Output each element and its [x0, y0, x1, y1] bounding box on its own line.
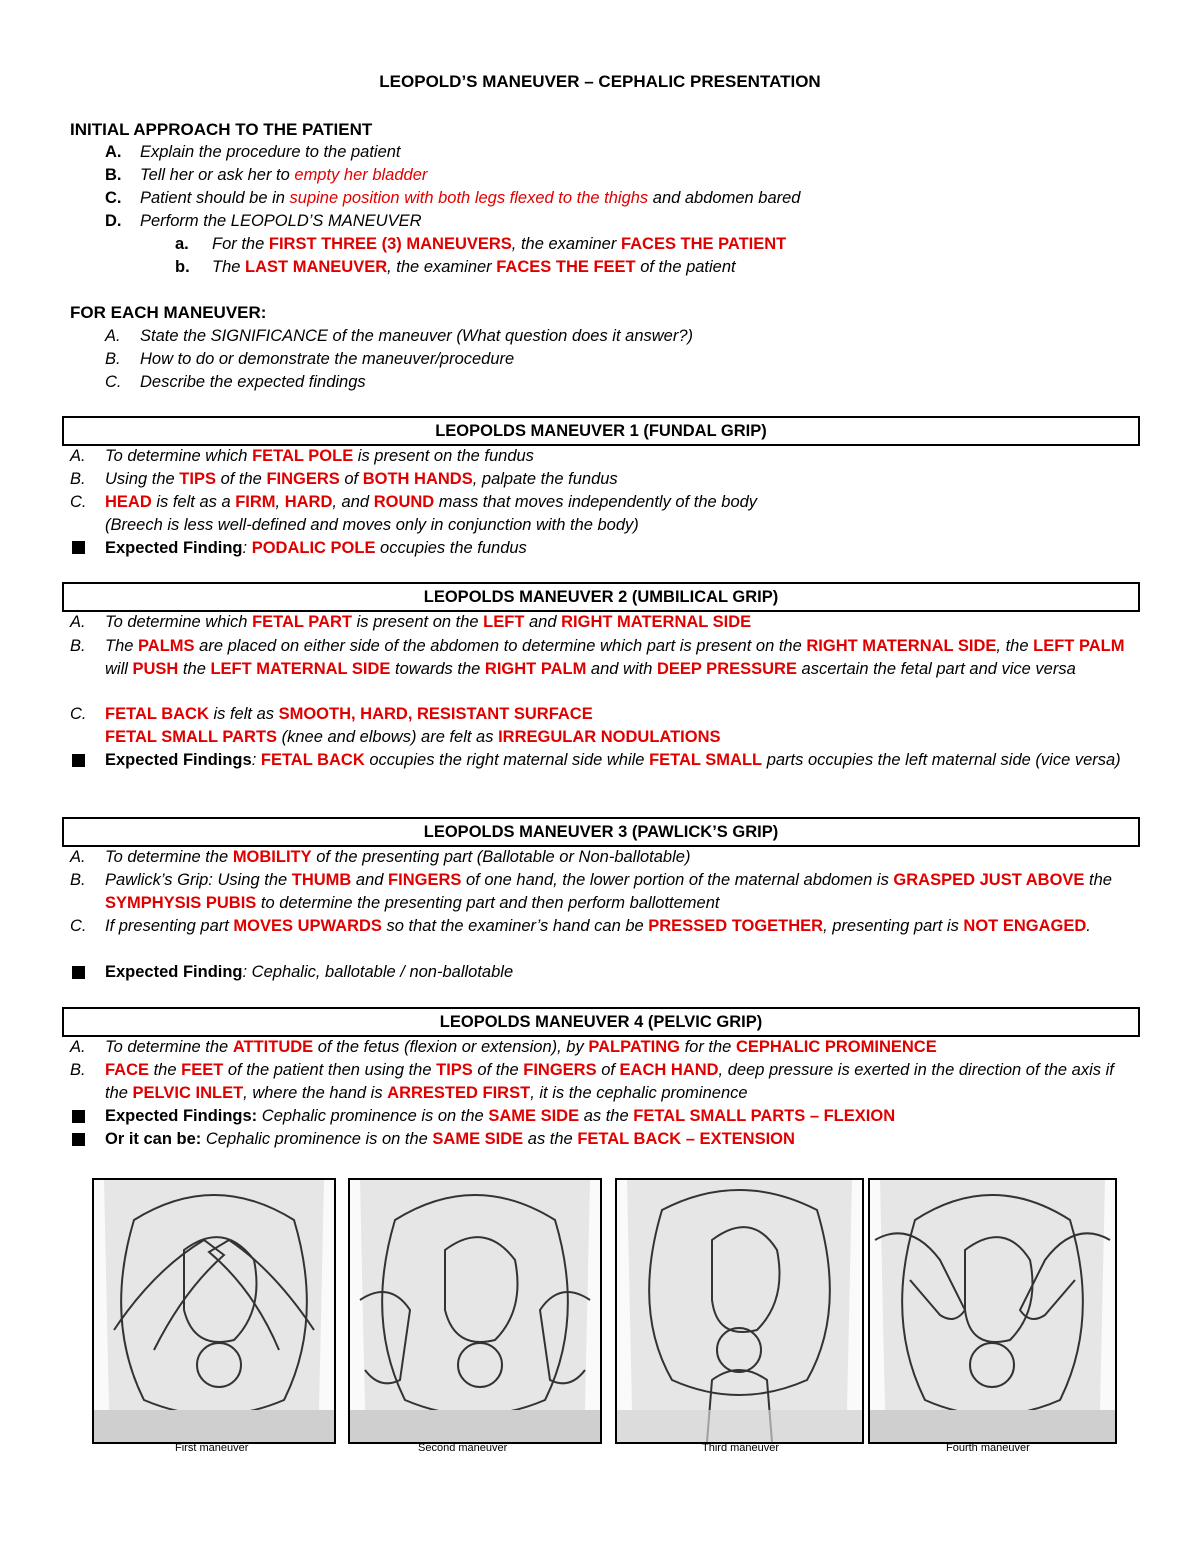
list-marker: A.	[70, 848, 86, 866]
m1-expected-finding: Expected Finding: PODALIC POLE occupies the fundus	[105, 539, 527, 557]
maneuver-2-heading: LEOPOLDS MANEUVER 2 (UMBILICAL GRIP)	[62, 582, 1140, 612]
initial-item-c: Patient should be in supine position with both legs flexed to the thighs and abdomen bared	[140, 189, 801, 207]
each-item-c: Describe the expected findings	[140, 373, 366, 391]
list-marker: B.	[70, 1061, 86, 1079]
square-bullet-icon	[72, 1133, 85, 1146]
list-marker: C.	[70, 705, 87, 723]
m4-item-a: To determine the ATTITUDE of the fetus (flexion or extension), by PALPATING for the CEPHALIC PROMINENCE	[105, 1038, 937, 1056]
m4-alternative-finding: Or it can be: Cephalic prominence is on the SAME SIDE as the FETAL BACK – EXTENSION	[105, 1130, 795, 1148]
initial-item-d: Perform the LEOPOLD’S MANEUVER	[140, 212, 422, 230]
list-marker: A.	[70, 613, 86, 631]
m4-item-b: FACE the FEET of the patient then using the TIPS of the FINGERS of EACH HAND, deep pressure is exerted in the direction of the axis if the PELVIC INLET, where the hand is ARRESTED FIRST, it is the cephalic prominence	[105, 1061, 1114, 1102]
list-marker: A.	[105, 327, 121, 345]
m2-item-b: The PALMS are placed on either side of the abdomen to determine which part is present on the RIGHT MATERNAL SIDE, the LEFT PALM will PUSH the LEFT MATERNAL SIDE towards the RIGHT PALM and with DEEP PRESSURE ascertain the fetal part and vice versa	[105, 637, 1125, 678]
list-marker: D.	[105, 212, 122, 230]
square-bullet-icon	[72, 541, 85, 554]
list-marker: B.	[70, 470, 86, 488]
m1-item-c: HEAD is felt as a FIRM, HARD, and ROUND mass that moves independently of the body	[105, 493, 758, 511]
list-marker: C.	[70, 917, 87, 935]
caption-first-maneuver: First maneuver	[175, 1442, 249, 1454]
list-marker: B.	[70, 637, 86, 655]
square-bullet-icon	[72, 966, 85, 979]
m2-expected-findings: Expected Findings: FETAL BACK occupies the right maternal side while FETAL SMALL parts occupies the left maternal side (vice versa)	[105, 751, 1121, 769]
list-marker: A.	[70, 1038, 86, 1056]
each-item-a: State the SIGNIFICANCE of the maneuver (What question does it answer?)	[140, 327, 693, 345]
square-bullet-icon	[72, 1110, 85, 1123]
list-marker: A.	[70, 447, 86, 465]
m3-item-a: To determine the MOBILITY of the presenting part (Ballotable or Non-ballotable)	[105, 848, 691, 866]
list-marker: A.	[105, 143, 122, 161]
m4-expected-findings: Expected Findings: Cephalic prominence is on the SAME SIDE as the FETAL SMALL PARTS – FLEXION	[105, 1107, 896, 1125]
maneuver-3-heading: LEOPOLDS MANEUVER 3 (PAWLICK’S GRIP)	[62, 817, 1140, 847]
each-heading: FOR EACH MANEUVER:	[70, 303, 267, 322]
m3-item-b: Pawlick’s Grip: Using the THUMB and FINGERS of one hand, the lower portion of the maternal abdomen is GRASPED JUST ABOVE the SYMPHYSIS PUBIS to determine the presenting part and then perform ballottement	[105, 871, 1112, 912]
m1-item-c-note: (Breech is less well-defined and moves only in conjunction with the body)	[105, 516, 639, 534]
list-marker: b.	[175, 258, 190, 276]
list-marker: B.	[70, 871, 86, 889]
initial-heading: INITIAL APPROACH TO THE PATIENT	[70, 120, 373, 139]
list-marker: B.	[105, 166, 122, 184]
figure-third-maneuver	[615, 1178, 864, 1444]
list-marker: C.	[70, 493, 87, 511]
figure-second-maneuver	[348, 1178, 602, 1444]
m1-item-a: To determine which FETAL POLE is present on the fundus	[105, 447, 534, 465]
m3-item-c: If presenting part MOVES UPWARDS so that the examiner’s hand can be PRESSED TOGETHER, presenting part is NOT ENGAGED.	[105, 917, 1091, 935]
m2-item-c-small-parts: FETAL SMALL PARTS (knee and elbows) are felt as IRREGULAR NODULATIONS	[105, 728, 721, 746]
m2-item-a: To determine which FETAL PART is present on the LEFT and RIGHT MATERNAL SIDE	[105, 613, 752, 631]
figure-fourth-maneuver	[868, 1178, 1117, 1444]
list-marker: C.	[105, 189, 122, 207]
caption-fourth-maneuver: Fourth maneuver	[946, 1442, 1030, 1454]
each-item-b: How to do or demonstrate the maneuver/procedure	[140, 350, 515, 368]
initial-item-b: Tell her or ask her to empty her bladder	[140, 166, 428, 184]
maneuver-4-heading: LEOPOLDS MANEUVER 4 (PELVIC GRIP)	[62, 1007, 1140, 1037]
m2-item-c: FETAL BACK is felt as SMOOTH, HARD, RESISTANT SURFACE	[105, 705, 593, 723]
figure-first-maneuver	[92, 1178, 336, 1444]
m1-item-b: Using the TIPS of the FINGERS of BOTH HANDS, palpate the fundus	[105, 470, 618, 488]
list-marker: B.	[105, 350, 121, 368]
caption-second-maneuver: Second maneuver	[418, 1442, 508, 1454]
list-marker: a.	[175, 235, 189, 253]
list-marker: C.	[105, 373, 122, 391]
maneuver-1-heading: LEOPOLDS MANEUVER 1 (FUNDAL GRIP)	[62, 416, 1140, 446]
square-bullet-icon	[72, 754, 85, 767]
initial-subitem-b: The LAST MANEUVER, the examiner FACES THE FEET of the patient	[212, 258, 736, 276]
caption-third-maneuver: Third maneuver	[702, 1442, 780, 1454]
m3-expected-finding: Expected Finding: Cephalic, ballotable / non-ballotable	[105, 963, 514, 981]
initial-item-a: Explain the procedure to the patient	[140, 143, 401, 161]
page-title: LEOPOLD’S MANEUVER – CEPHALIC PRESENTATION	[379, 72, 821, 91]
initial-subitem-a: For the FIRST THREE (3) MANEUVERS, the examiner FACES THE PATIENT	[212, 235, 787, 253]
